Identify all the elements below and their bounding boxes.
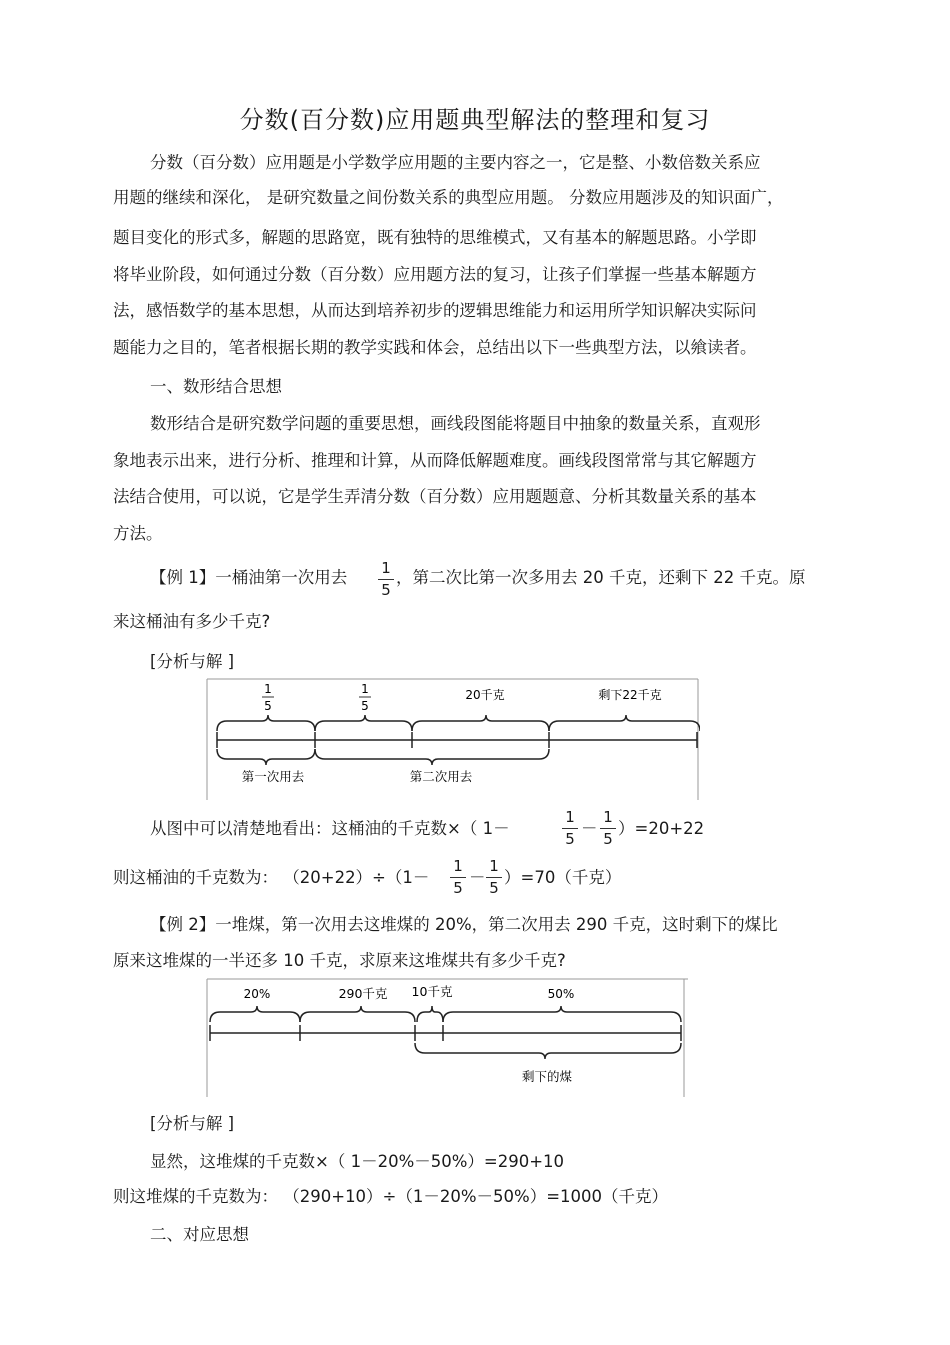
- brace: [300, 1006, 415, 1022]
- section-para-line: 方法。: [113, 524, 163, 543]
- diagram-label: 50%: [547, 987, 575, 1001]
- diagram-label: 20%: [243, 987, 271, 1001]
- diagram-label: 10千克: [411, 984, 453, 999]
- fraction-numerator: 1: [453, 857, 463, 875]
- intro-line: 题目变化的形式多，解题的思路宽，既有独特的思维模式，又有基本的解题思路。小学即: [113, 228, 757, 247]
- brace: [443, 1006, 681, 1022]
- solution-line: 从图中可以清楚地看出：这桶油的千克数×（ 1－: [150, 819, 510, 838]
- brace: [315, 749, 549, 765]
- fraction-denominator: 5: [603, 830, 613, 848]
- intro-line: 将毕业阶段，如何通过分数（百分数）应用题方法的复习，让孩子们掌握一些基本解题方: [113, 265, 757, 284]
- fraction-denominator: 5: [565, 830, 575, 848]
- fraction-numerator: 1: [381, 559, 391, 577]
- solution-line: 则这堆煤的千克数为： （290+10）÷（1－20%－50%）=1000（千克）: [113, 1187, 669, 1206]
- section-para-line: 象地表示出来，进行分析、推理和计算，从而降低解题难度。画线段图常常与其它解题方: [113, 451, 757, 470]
- section-heading: 一、数形结合思想: [150, 377, 282, 396]
- intro-line: 分数（百分数）应用题是小学数学应用题的主要内容之一，它是整、小数倍数关系应: [150, 153, 761, 172]
- brace: [217, 749, 315, 765]
- diagram-label: 290千克: [338, 986, 388, 1001]
- diagram-label: 剩下的煤: [521, 1069, 573, 1084]
- fraction-denominator: 5: [453, 879, 463, 897]
- fraction-numerator: 1: [603, 808, 613, 826]
- fraction-bar: [600, 828, 616, 829]
- example1-question: ，第二次比第一次多用去 20 千克，还剩下 22 千克。原: [396, 568, 806, 587]
- diagram-label: 20千克: [465, 688, 505, 702]
- fraction-denominator: 5: [381, 581, 391, 599]
- page-title: 分数(百分数)应用题典型解法的整理和复习: [239, 106, 711, 134]
- brace: [417, 1006, 443, 1022]
- solution-line: －: [469, 868, 486, 887]
- solution-line: ）=20+22: [618, 819, 705, 838]
- example2-question: 【例 2】一堆煤，第一次用去这堆煤的 20%，第二次用去 290 千克，这时剩下的煤比: [150, 915, 778, 934]
- example2-question: 原来这堆煤的一半还多 10 千克，求原来这堆煤共有多少千克?: [113, 951, 566, 970]
- fraction: [486, 858, 502, 897]
- fraction: [600, 809, 616, 848]
- fraction-bar: [450, 877, 466, 878]
- diagram-fraction-denominator: 5: [264, 699, 272, 713]
- example1-question: 【例 1】一桶油第一次用去: [150, 568, 348, 587]
- diagram-fraction-numerator: 1: [361, 682, 369, 696]
- fraction: [378, 560, 394, 599]
- fraction-bar: [486, 877, 502, 878]
- brace: [412, 715, 549, 731]
- intro-line: 法，感悟数学的基本思想，从而达到培养初步的逻辑思维能力和运用所学知识解决实际问: [113, 301, 757, 320]
- section-heading: 二、对应思想: [150, 1225, 249, 1244]
- solution-line: ）=70（千克）: [504, 868, 622, 887]
- line-segment-diagram-1: [205, 677, 700, 802]
- line-segment-diagram-2: [205, 977, 690, 1099]
- solution-line: 则这桶油的千克数为： （20+22）÷（1－: [113, 868, 430, 887]
- diagram-label: 第一次用去: [241, 769, 305, 784]
- brace: [217, 715, 315, 731]
- diagram-label: 第二次用去: [409, 769, 473, 784]
- brace: [549, 715, 700, 731]
- analysis-label: [分析与解 ]: [150, 1114, 235, 1133]
- intro-line: 题能力之目的，笔者根据长期的教学实践和体会，总结出以下一些典型方法，以飨读者。: [113, 338, 757, 357]
- brace: [210, 1006, 300, 1022]
- fraction-numerator: 1: [489, 857, 499, 875]
- diagram-label: 剩下22千克: [598, 688, 662, 702]
- example1-question: 来这桶油有多少千克?: [113, 612, 271, 631]
- fraction-bar: [562, 828, 578, 829]
- fraction-numerator: 1: [565, 808, 575, 826]
- section-para-line: 数形结合是研究数学问题的重要思想，画线段图能将题目中抽象的数量关系，直观形: [150, 414, 761, 433]
- fraction-bar: [378, 579, 394, 580]
- fraction: [450, 858, 466, 897]
- brace: [315, 715, 412, 731]
- diagram-fraction-numerator: 1: [264, 682, 272, 696]
- section-para-line: 法结合使用，可以说，它是学生弄清分数（百分数）应用题题意、分析其数量关系的基本: [113, 487, 757, 506]
- solution-line: 显然，这堆煤的千克数×（ 1－20%－50%）=290+10: [150, 1152, 565, 1171]
- fraction-denominator: 5: [489, 879, 499, 897]
- intro-line: 用题的继续和深化， 是研究数量之间份数关系的典型应用题。 分数应用题涉及的知识面广，: [113, 188, 784, 207]
- solution-line: －: [581, 819, 598, 838]
- diagram-fraction-denominator: 5: [361, 699, 369, 713]
- fraction: [562, 809, 578, 848]
- analysis-label: [分析与解 ]: [150, 652, 235, 671]
- brace: [415, 1043, 681, 1059]
